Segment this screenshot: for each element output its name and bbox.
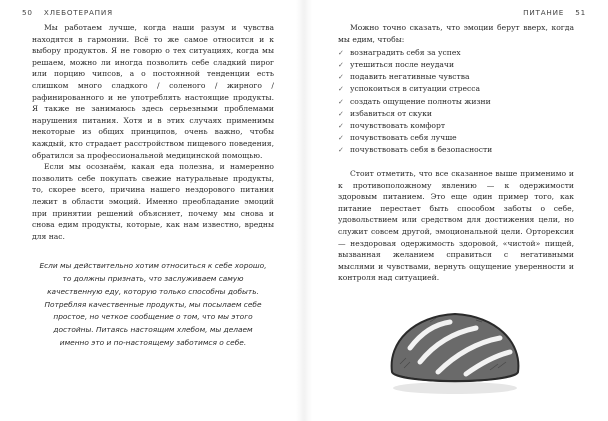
check-icon: ✓ (338, 49, 344, 58)
checklist-item: ✓ создать ощущение полноты жизни (338, 96, 574, 108)
check-icon: ✓ (338, 97, 344, 106)
left-paragraph-1: Мы работаем лучше, когда наши разум и чувства находятся в гармонии. Всё то же самое относится и к выбору продуктов. Я не говорю о тех ситуациях, когда мы решаем, можно ли иногда позволить себе сладкий пирог или порцию чипсов, а о постоянной тенденции есть слишком много сладкого / соленого / жирного / рафинированного и не употреблять настоящие продукты. Я также не занимаюсь здесь серьезными проблемами нарушения питания. Хотя и в этих случаях применимы некоторые из общих принципов, очень важно, чтобы каждый, кто страдает расстройством пищевого поведения, обратился за профессиональной медицинской помощью. (32, 23, 274, 160)
right-page-number: 51 (575, 8, 586, 17)
checklist-item: ✓ вознаградить себя за успех (338, 47, 574, 59)
right-running-head (304, 8, 608, 17)
check-icon: ✓ (338, 133, 344, 142)
check-icon: ✓ (338, 85, 344, 94)
left-page-number: 50 (22, 8, 33, 17)
check-icon: ✓ (338, 145, 344, 154)
right-page (304, 0, 608, 421)
right-running-title: ПИТАНИЕ (523, 8, 565, 17)
check-icon: ✓ (338, 61, 344, 70)
left-paragraph-2: Если мы осознаём, какая еда полезна, и намеренно позволить себе покупать свежие натуральные продукты, то, скорее всего, причина нашего нездорового питания лежит в области эмоций. Именно преобладание эмоций при принятии решений объясняет, почему мы снова и снова едим продукты, которые, как нам известно, вредны для нас. (32, 162, 274, 241)
check-icon: ✓ (338, 109, 344, 118)
left-running-head (0, 8, 304, 17)
right-intro: Можно точно сказать, что эмоции берут вверх, когда мы едим, чтобы: (338, 23, 574, 44)
checklist-item: ✓ почувствовать себя лучше (338, 132, 574, 144)
checklist-item: ✓ подавить негативные чувства (338, 71, 574, 83)
bread-illustration (380, 302, 530, 398)
emotion-checklist (338, 47, 574, 156)
right-paragraph: Стоит отметить, что все сказанное выше применимо и к противоположному явлению — к одержимости здоровым питанием. Это еще один пример того, как питание перестает быть способом заботы о себе, удовольствием или средством для достижения цели, но служит совсем другой, эмоциональной цели. Орторексия — нездоровая одержимость здоровой, «чистой» пищей, вызванная желанием справиться с негативными мыслями и чувствами, вернуть ощущение уверенности и контроля над ситуацией. (338, 169, 574, 283)
left-running-title: ХЛЕБОТЕРАПИЯ (43, 8, 113, 17)
checklist-item: ✓ почувствовать комфорт (338, 120, 574, 132)
checklist-item: ✓ утешиться после неудачи (338, 59, 574, 71)
check-icon: ✓ (338, 121, 344, 130)
checklist-item: ✓ успокоиться в ситуации стресса (338, 83, 574, 95)
pull-quote: Если мы действительно хотим относиться к себе хорошо, то должны признать, что заслуживаем самую качественную еду, которую только способны добыть. Потребляя качественные продукты, мы посылаем себе простое, но четкое сообщение о том, что мы этого достойны. Питаясь настоящим хлебом, мы делаем именно это и по-настоящему заботимся о себе. (39, 261, 267, 348)
checklist-item: ✓ избавиться от скуки (338, 108, 574, 120)
checklist-item: ✓ почувствовать себя в безопасности (338, 144, 574, 156)
bread-loaf-icon (380, 302, 530, 398)
check-icon: ✓ (338, 73, 344, 82)
